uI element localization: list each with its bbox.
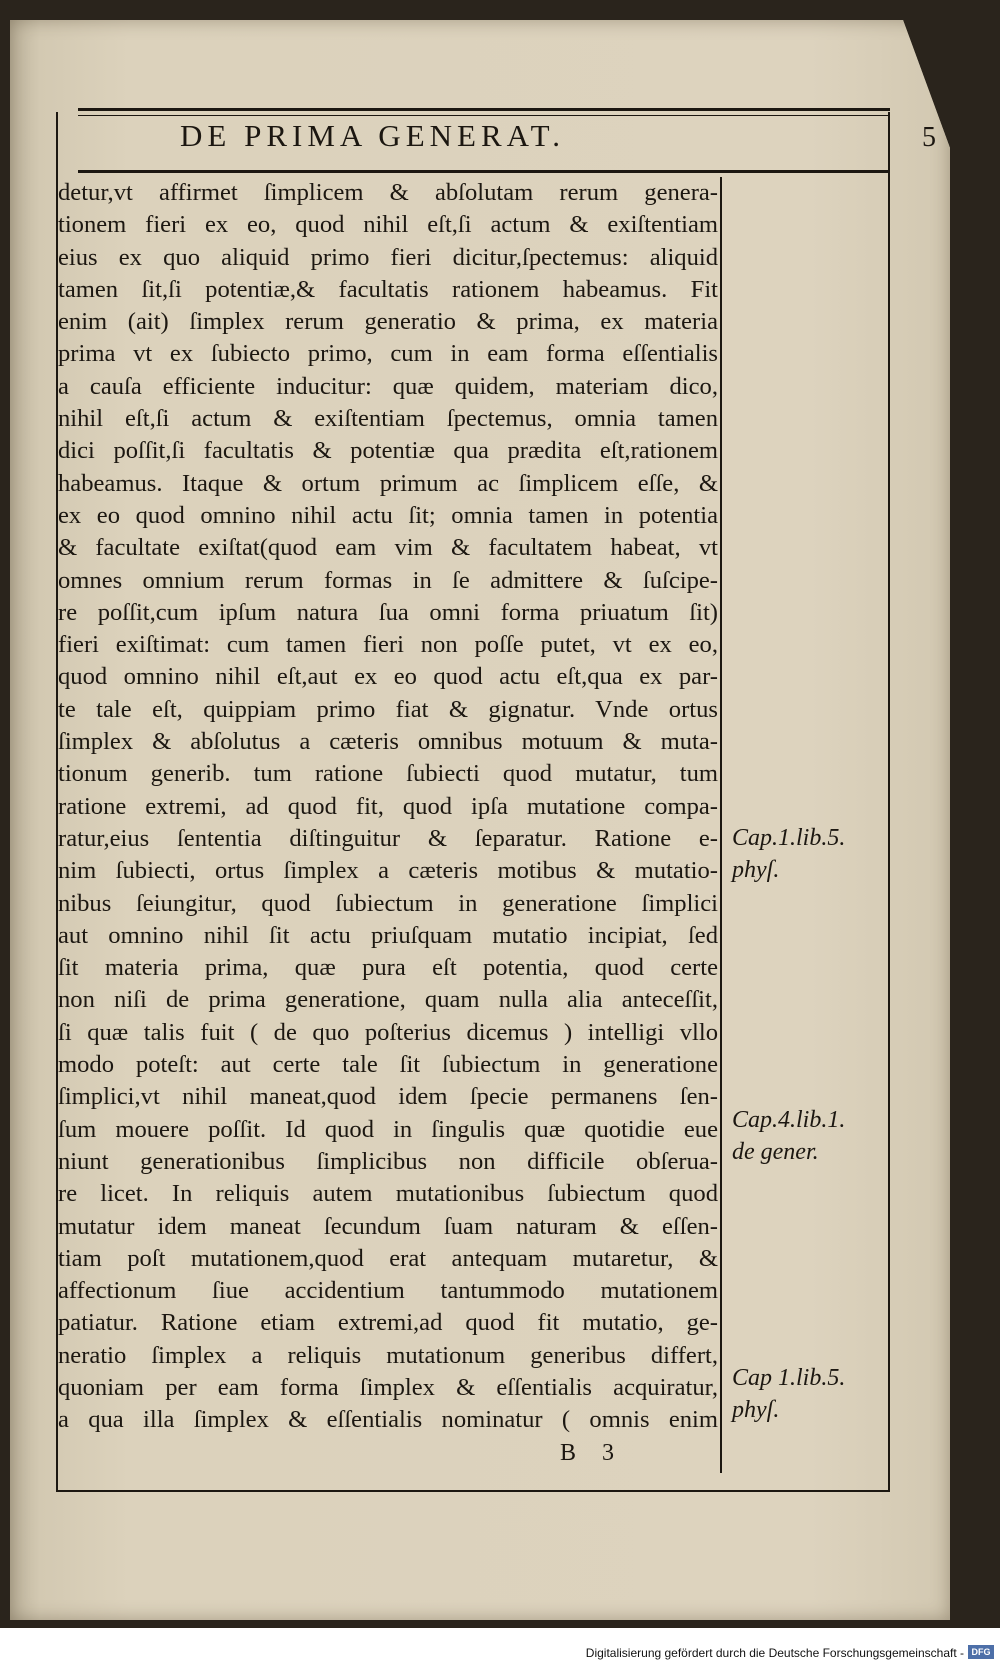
text-line: tionum generib. tum ratione ſubiecti quod mutatur, tum <box>58 760 718 788</box>
running-title: DE PRIMA GENERAT. <box>180 118 565 153</box>
footer-rule <box>58 1490 890 1492</box>
dfg-logo: DFG <box>968 1645 994 1659</box>
body-text <box>58 177 718 1437</box>
text-line: tiam poſt mutationem,quod erat antequam mutaretur, & <box>58 1244 718 1272</box>
text-line: neratio ſimplex a reliquis mutationum generibus differt, <box>58 1341 718 1369</box>
text-line: niunt generationibus ſimplicibus non difficile obſerua- <box>58 1147 718 1175</box>
text-line: eius ex quo aliquid primo fieri dicitur,ſpectemus: aliquid <box>58 243 718 271</box>
text-line: quod omnino nihil eſt,aut ex eo quod actu eſt,qua ex par- <box>58 663 718 691</box>
text-line: omnes omnium rerum formas in ſe admittere & ſuſcipe- <box>58 566 718 594</box>
text-line: dici poſſit,ſi facultatis & potentiæ qua prædita eſt,rationem <box>58 437 718 465</box>
text-line: te tale eſt, quippiam primo fiat & gignatur. Vnde ortus <box>58 695 718 723</box>
footer-credit: Digitalisierung gefördert durch die Deutsche Forschungsgemeinschaft - <box>585 1646 964 1660</box>
text-line: ſum mouere poſſit. Id quod in ſingulis quæ quotidie eue <box>58 1115 718 1143</box>
text-line: habeamus. Itaque & ortum primum ac ſimplicem eſſe, & <box>58 469 718 497</box>
text-line: nihil eſt,ſi actum & exiſtentiam ſpectemus, omnia tamen <box>58 405 718 433</box>
text-line: fieri exiſtimat: cum tamen fieri non poſſe putet, vt ex eo, <box>58 631 718 659</box>
margin-note-ref: Cap.4.lib.1. <box>732 1107 846 1133</box>
right-frame-line <box>888 112 890 1492</box>
text-line: mutatur idem maneat ſecundum ſuam naturam & eſſen- <box>58 1212 718 1240</box>
header-rule-top <box>78 108 890 111</box>
margin-note-ref: Cap.1.lib.5. <box>732 825 846 851</box>
text-line: a qua illa ſimplex & eſſentialis nominatur ( omnis enim <box>58 1406 718 1434</box>
margin-note-ref: Cap 1.lib.5. <box>732 1365 846 1391</box>
text-line: detur,vt affirmet ſimplicem & abſolutam rerum genera- <box>58 179 718 206</box>
margin-divider-line <box>720 177 722 1473</box>
text-line: prima vt ex ſubiecto primo, cum in eam forma eſſentialis <box>58 340 718 368</box>
text-line: enim (ait) ſimplex rerum generatio & prima, ex materia <box>58 308 718 336</box>
text-line: re licet. In reliquis autem mutationibus ſubiectum quod <box>58 1180 718 1208</box>
margin-note <box>732 1362 845 1426</box>
margin-note-ref: de gener. <box>732 1139 819 1165</box>
text-line: ſit materia prima, quæ pura eſt potentia, quod certe <box>58 954 718 982</box>
text-line: nibus ſeiungitur, quod ſubiectum in generatione ſimplici <box>58 889 718 917</box>
text-line: ratione extremi, ad quod fit, quod ipſa mutatione compa- <box>58 792 718 820</box>
text-line: nim ſubiecti, ortus ſimplex a cæteris motibus & mutatio- <box>58 857 718 885</box>
text-line: ſimplici,vt nihil maneat,quod idem ſpecie permanens ſen- <box>58 1083 718 1111</box>
text-line: ſi quæ talis fuit ( de quo poſterius dicemus ) intelligi vllo <box>58 1018 718 1046</box>
margin-note-ref: phyſ. <box>732 1397 780 1423</box>
footer-bar <box>0 1640 1000 1668</box>
header-rule-top-thin <box>78 115 890 116</box>
margin-note <box>732 822 845 886</box>
text-line: non niſi de prima generatione, quam nulla alia anteceſſit, <box>58 986 718 1014</box>
text-line: re poſſit,cum ipſum natura ſua omni forma priuatum ſit) <box>58 598 718 626</box>
text-line: ratur,eius ſententia diſtinguitur & ſeparatur. Ratione e- <box>58 824 718 852</box>
text-line: patiatur. Ratione etiam extremi,ad quod fit mutatio, ge- <box>58 1309 718 1337</box>
text-line: ſimplex & abſolutus a cæteris omnibus motuum & muta- <box>58 728 718 756</box>
header-rule-bottom <box>78 170 890 173</box>
margin-note-ref: phyſ. <box>732 857 780 883</box>
text-line: affectionum ſiue accidentium tantummodo mutationem <box>58 1277 718 1305</box>
text-line: modo poteſt: aut certe tale ſit ſubiectum in generatione <box>58 1051 718 1079</box>
text-line: a cauſa efficiente inducitur: quæ quidem, materiam dico, <box>58 372 718 400</box>
text-line: ex eo quod omnino nihil actu ſit; omnia tamen in potentia <box>58 501 718 529</box>
signature-mark: B 3 <box>560 1440 625 1466</box>
page-number: 5 <box>922 122 936 153</box>
text-line: quoniam per eam forma ſimplex & eſſentialis acquiratur, <box>58 1373 718 1401</box>
text-line: & facultate exiſtat(quod eam vim & facultatem habeat, vt <box>58 534 718 562</box>
text-line: tamen ſit,ſi potentiæ,& facultatis rationem habeamus. Fit <box>58 275 718 303</box>
margin-note <box>732 1104 845 1168</box>
text-line: tionem fieri ex eo, quod nihil eſt,ſi actum & exiſtentiam <box>58 211 718 239</box>
text-line: aut omnino nihil ſit actu priuſquam mutatio incipiat, ſed <box>58 921 718 949</box>
